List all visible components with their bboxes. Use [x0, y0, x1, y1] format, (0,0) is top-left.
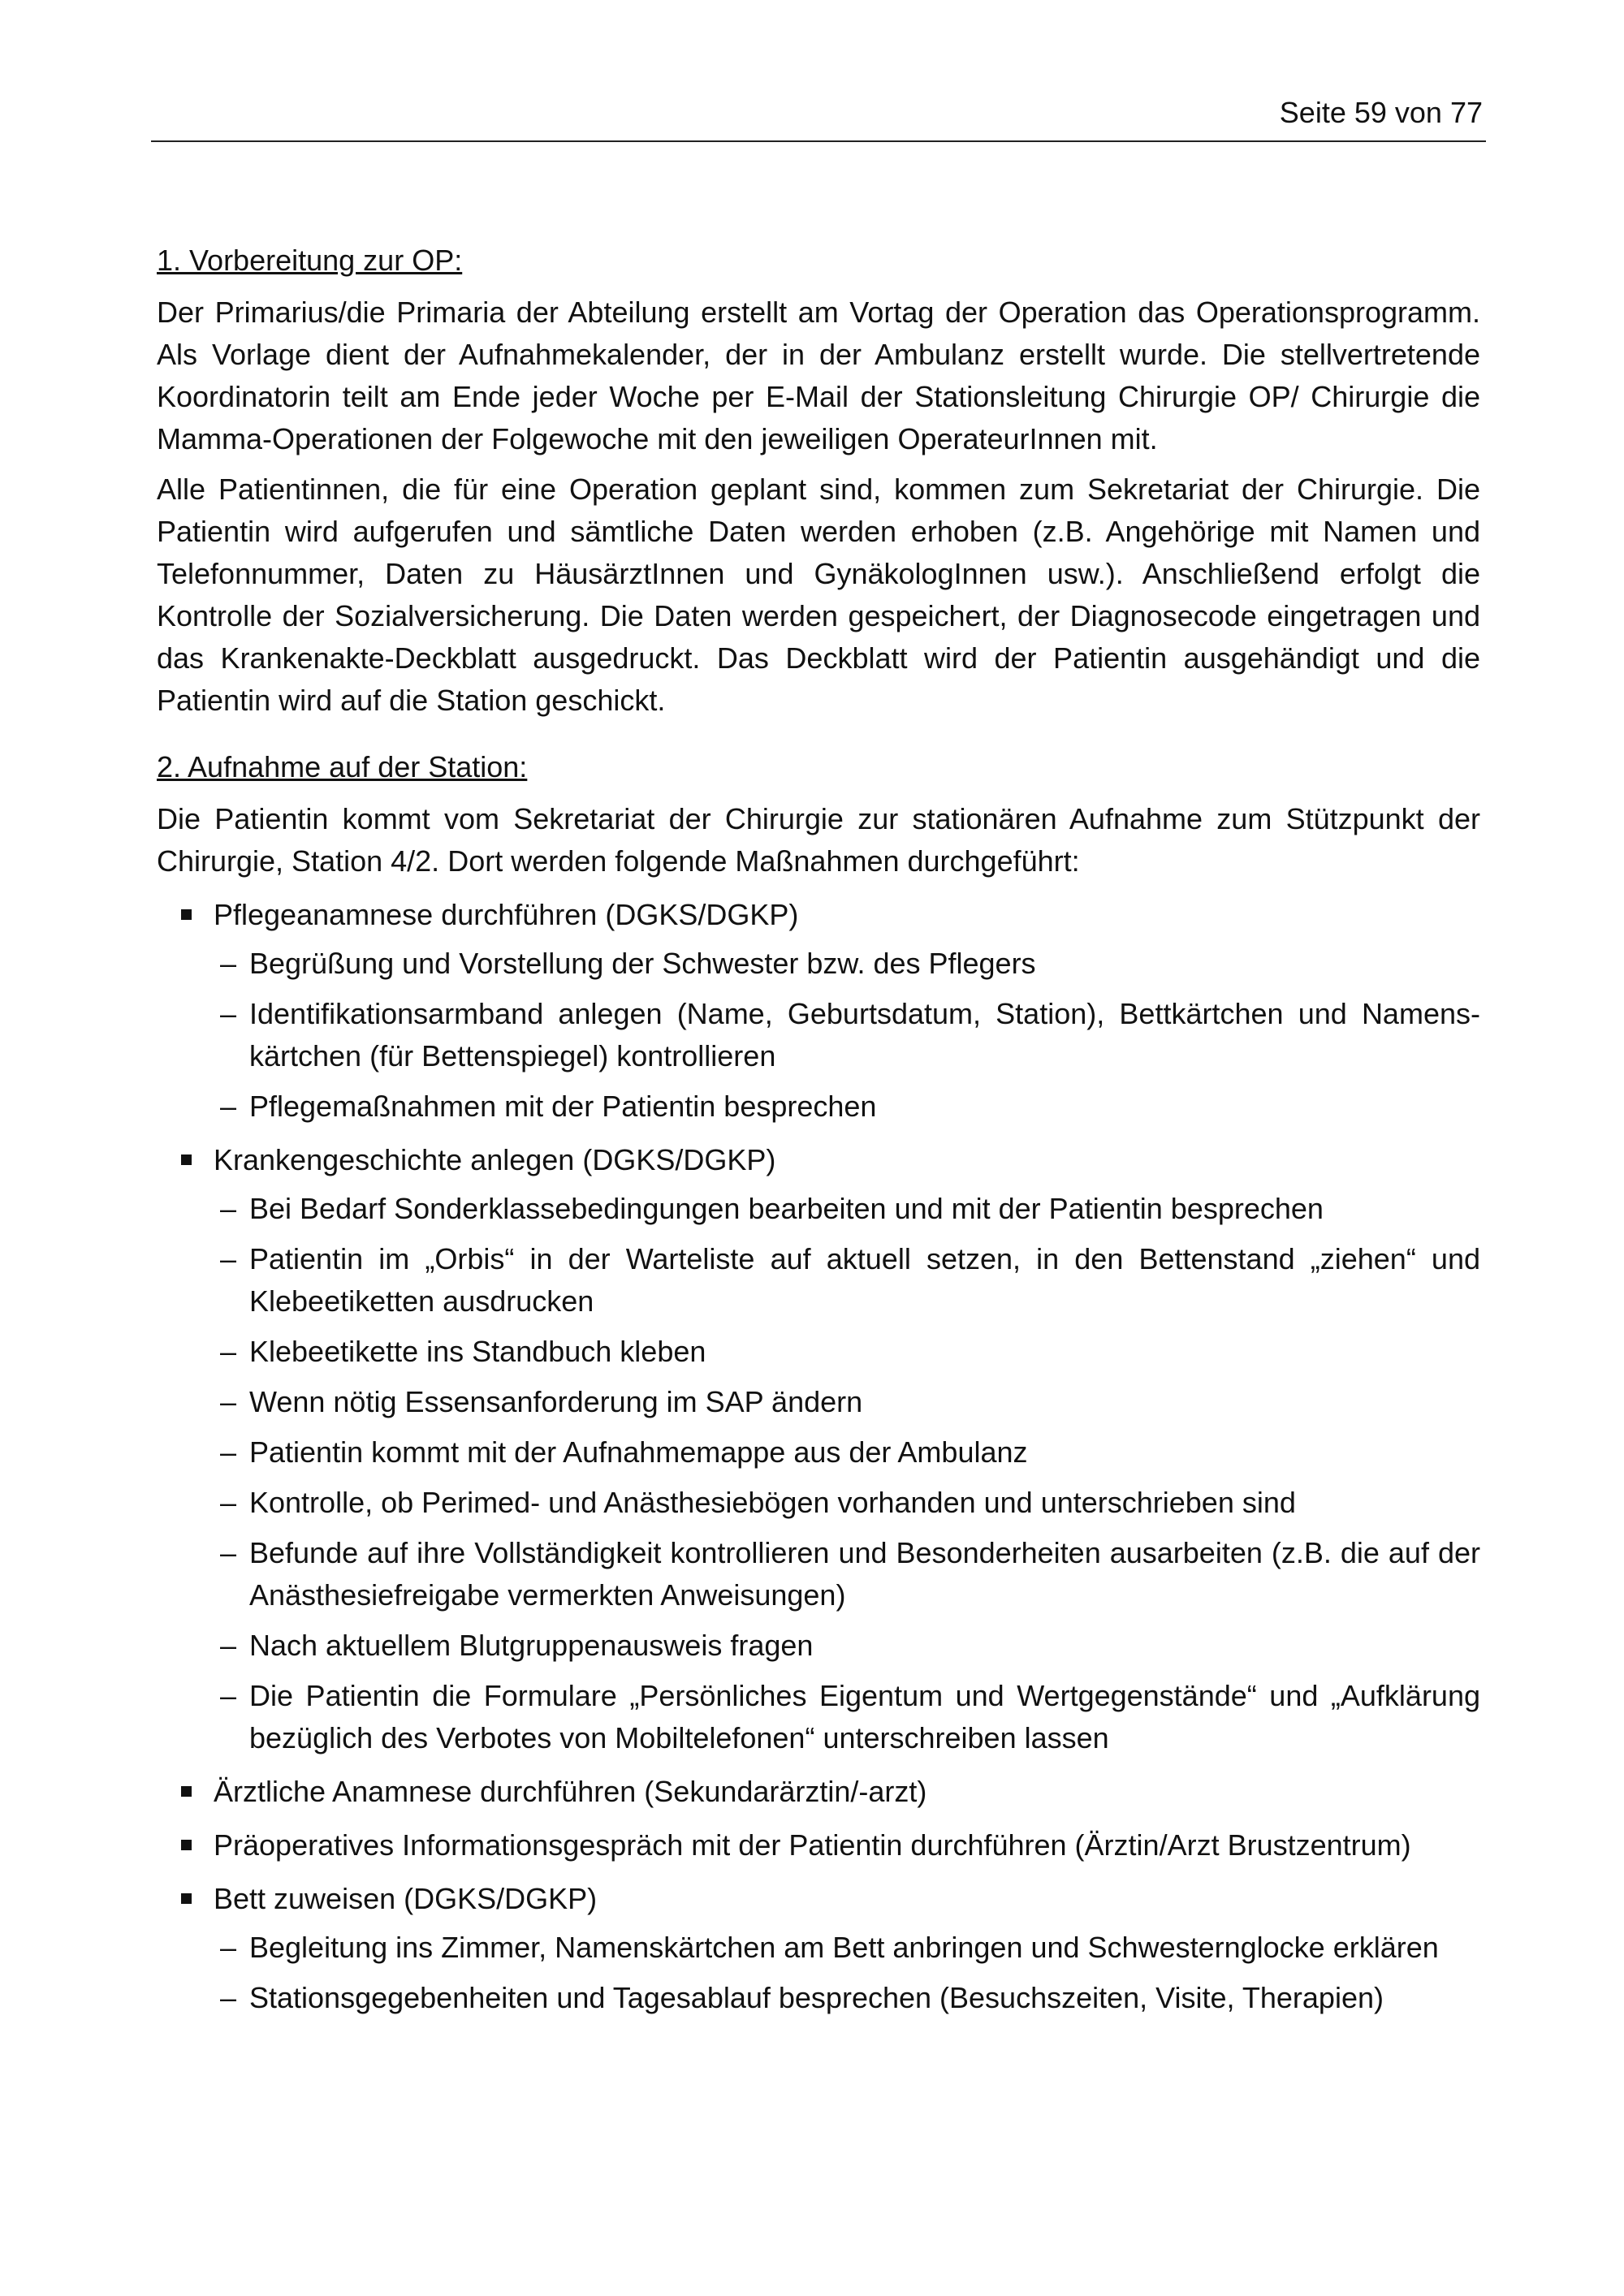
list-item-text: Bett zuweisen (DGKS/DGKP): [214, 1882, 598, 1915]
bullet-square-icon: [181, 1840, 192, 1850]
bullet-square-icon: [181, 1786, 192, 1797]
sub-list: [214, 943, 1480, 1128]
sub-list-item-text: Bei Bedarf Sonderklassebedingungen bearbeiten und mit der Patientin besprechen: [249, 1192, 1324, 1225]
dash-icon: –: [219, 1679, 237, 1712]
list-item: [157, 1824, 1480, 1867]
sub-list-item: [214, 1482, 1480, 1524]
list-item: [157, 1139, 1480, 1759]
sub-list-item: [214, 1927, 1480, 1969]
sub-list-item: [214, 1977, 1480, 2019]
dash-icon: –: [219, 1981, 237, 2014]
sub-list-item: [214, 1188, 1480, 1230]
sub-list-item: [214, 1675, 1480, 1759]
sub-list-item: [214, 943, 1480, 985]
sub-list-item-text: Begleitung ins Zimmer, Namenskärtchen am Bett anbringen und Schwesternglocke erklären: [249, 1931, 1439, 1964]
dash-icon: –: [219, 1192, 237, 1225]
page-content: [157, 240, 1480, 2044]
page-header: [151, 92, 1486, 142]
sub-list-item: [214, 1085, 1480, 1128]
paragraph: Der Primarius/die Primaria der Abteilung erstellt am Vortag der Operation das Operationsprogramm. Als Vorlage dient der Aufnahmekalender, der in der Ambulanz erstellt wurde. Die stellvertretende Koordinatorin teilt am Ende jeder Woche per E-Mail der Stationsleitung Chirurgie OP/ Chirurgie die Mamma-Operationen der Folgewoche mit den jeweiligen OperateurInnen mit.: [157, 296, 1480, 455]
paragraph: Die Patientin kommt vom Sekretariat der Chirurgie zur stationären Aufnahme zum Stützpunkt der Chirurgie, Station 4/2. Dort werden folgende Maßnahmen durchgeführt:: [157, 802, 1480, 878]
sub-list-item-text: Patientin kommt mit der Aufnahmemappe aus der Ambulanz: [249, 1435, 1028, 1469]
list-item-text: Präoperatives Informationsgespräch mit der Patientin durchführen (Ärztin/Arzt Brustzentrum): [214, 1828, 1411, 1862]
sub-list-item-text: Die Patientin die Formulare „Persönliches Eigentum und Wertgegenstände“ und „Aufklärung bezüglich des Verbotes von Mobiltelefonen“ unterschreiben lassen: [249, 1679, 1480, 1754]
sub-list-item-text: Begrüßung und Vorstellung der Schwester bzw. des Pflegers: [249, 947, 1036, 980]
page-number: Seite 59 von 77: [1279, 96, 1483, 129]
sub-list-item-text: Klebeetikette ins Standbuch kleben: [249, 1335, 706, 1368]
list-item-text: Ärztliche Anamnese durchführen (Sekundarärztin/-arzt): [214, 1775, 927, 1808]
sub-list-item: [214, 1532, 1480, 1616]
section-admission: [157, 746, 1480, 2019]
sub-list-item: [214, 1431, 1480, 1474]
list-item: [157, 1771, 1480, 1813]
sub-list-item: [214, 1625, 1480, 1667]
list-item: [157, 1878, 1480, 2019]
sub-list-item-text: Kontrolle, ob Perimed- und Anästhesiebögen vorhanden und unterschrieben sind: [249, 1486, 1296, 1519]
paragraph: Alle Patientinnen, die für eine Operation geplant sind, kommen zum Sekretariat der Chirurgie. Die Patientin wird aufgerufen und sämtliche Daten werden erhoben (z.B. Angehörige mit Namen und Telefonnummer, Daten zu HäusärztInnen und GynäkologInnen usw.). Anschließend erfolgt die Kontrolle der Sozialversicherung. Die Daten werden gespeichert, der Diagnosecode eingetragen und das Krankenakte-Deckblatt ausgedruckt. Das Deckblatt wird der Patientin ausgehändigt und die Patientin wird auf die Station geschickt.: [157, 473, 1480, 717]
sub-list-item-text: Pflegemaßnahmen mit der Patientin besprechen: [249, 1090, 877, 1123]
dash-icon: –: [219, 1090, 237, 1123]
sub-list-item: [214, 1238, 1480, 1323]
bullet-square-icon: [181, 1893, 192, 1904]
dash-icon: –: [219, 997, 237, 1030]
sub-list-item-text: Patientin im „Orbis“ in der Warteliste auf aktuell setzen, in den Bettenstand „ziehen“ und Klebeetiketten ausdrucken: [249, 1242, 1480, 1318]
measures-list: [157, 894, 1480, 2019]
sub-list-item: [214, 993, 1480, 1077]
dash-icon: –: [219, 1242, 237, 1275]
dash-icon: –: [219, 1629, 237, 1662]
list-item-text: Pflegeanamnese durchführen (DGKS/DGKP): [214, 898, 799, 931]
bullet-square-icon: [181, 1154, 192, 1165]
sub-list-item: [214, 1381, 1480, 1423]
sub-list-item-text: Nach aktuellem Blutgruppenausweis fragen: [249, 1629, 814, 1662]
dash-icon: –: [219, 1335, 237, 1368]
list-item-text: Krankengeschichte anlegen (DGKS/DGKP): [214, 1143, 776, 1176]
section-heading: 1. Vorbereitung zur OP:: [157, 244, 463, 277]
dash-icon: –: [219, 1385, 237, 1418]
dash-icon: –: [219, 1536, 237, 1569]
section-heading: 2. Aufnahme auf der Station:: [157, 750, 528, 783]
sub-list: [214, 1188, 1480, 1759]
section-preparation: [157, 240, 1480, 722]
sub-list-item-text: Befunde auf ihre Vollständigkeit kontrollieren und Besonderheiten ausarbeiten (z.B. die auf der Anästhesiefreigabe vermerkten Anweisungen): [249, 1536, 1480, 1612]
sub-list: [214, 1927, 1480, 2019]
sub-list-item-text: Stationsgegebenheiten und Tagesablauf besprechen (Besuchszeiten, Visite, Therapien): [249, 1981, 1384, 2014]
dash-icon: –: [219, 1486, 237, 1519]
sub-list-item: [214, 1331, 1480, 1373]
list-item: [157, 894, 1480, 1128]
dash-icon: –: [219, 1931, 237, 1964]
sub-list-item-text: Identifikationsarmband anlegen (Name, Geburtsdatum, Station), Bettkärtchen und Namenskärtchen (für Bettenspiegel) kontrollieren: [249, 997, 1480, 1072]
dash-icon: –: [219, 947, 237, 980]
sub-list-item-text: Wenn nötig Essensanforderung im SAP ändern: [249, 1385, 863, 1418]
bullet-square-icon: [181, 909, 192, 920]
dash-icon: –: [219, 1435, 237, 1469]
